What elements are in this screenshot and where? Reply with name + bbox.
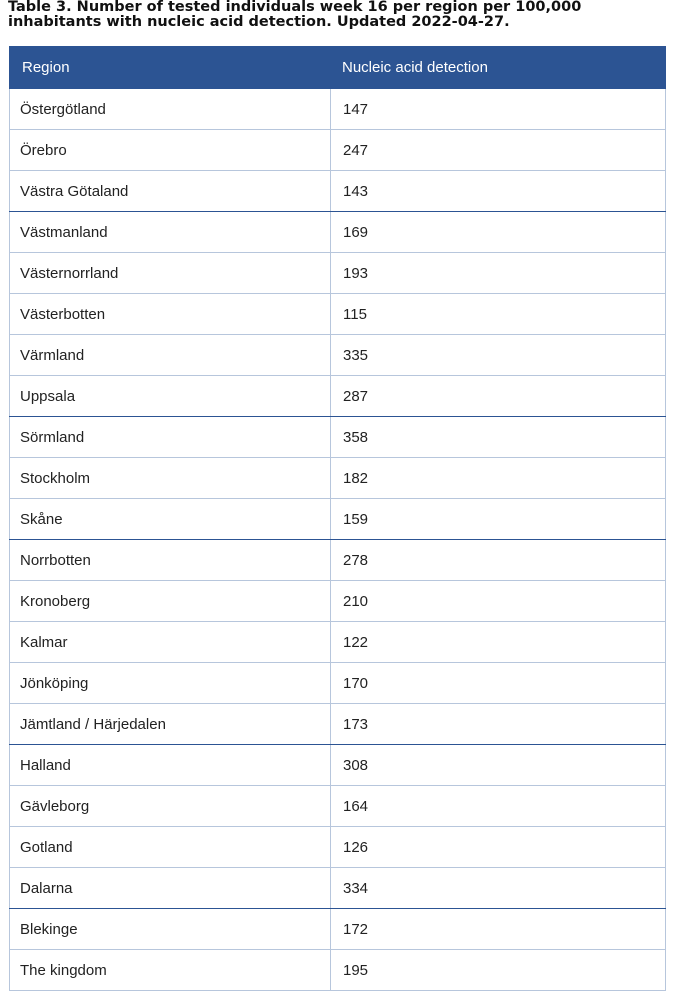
data-table (9, 46, 666, 991)
region-cell: Halland (10, 745, 331, 786)
nucleic-acid-detection-cell: 170 (331, 663, 666, 704)
nucleic-acid-detection-cell: 308 (331, 745, 666, 786)
nucleic-acid-detection-cell: 143 (331, 171, 666, 212)
region-cell: Kronoberg (10, 581, 331, 622)
table-row (10, 376, 666, 417)
table-row (10, 704, 666, 745)
table-header-row (10, 47, 666, 89)
region-cell: Västra Götaland (10, 171, 331, 212)
nucleic-acid-detection-cell: 169 (331, 212, 666, 253)
region-cell: Västernorrland (10, 253, 331, 294)
table-row (10, 581, 666, 622)
nucleic-acid-detection-cell: 182 (331, 458, 666, 499)
region-cell: Skåne (10, 499, 331, 540)
region-cell: Norrbotten (10, 540, 331, 581)
region-cell: Gävleborg (10, 786, 331, 827)
nucleic-acid-detection-cell: 173 (331, 704, 666, 745)
table-row (10, 786, 666, 827)
region-cell: The kingdom (10, 950, 331, 991)
table-row (10, 622, 666, 663)
table-title: Table 3. Number of tested individuals week 16 per region per 100,000 inhabitants with nucleic acid detection. Updated 2022-04-27. (8, 0, 582, 30)
region-cell: Västerbotten (10, 294, 331, 335)
nucleic-acid-detection-cell: 159 (331, 499, 666, 540)
table-row (10, 130, 666, 171)
region-cell: Gotland (10, 827, 331, 868)
table-row (10, 663, 666, 704)
nucleic-acid-detection-cell: 164 (331, 786, 666, 827)
region-cell: Jönköping (10, 663, 331, 704)
nucleic-acid-detection-cell: 335 (331, 335, 666, 376)
nucleic-acid-detection-cell: 334 (331, 868, 666, 909)
table-row (10, 950, 666, 991)
table-body (10, 89, 666, 991)
column-header-region: Region (10, 47, 331, 89)
region-cell: Örebro (10, 130, 331, 171)
table-row (10, 540, 666, 581)
table-row (10, 171, 666, 212)
table-row (10, 335, 666, 376)
nucleic-acid-detection-cell: 287 (331, 376, 666, 417)
nucleic-acid-detection-cell: 210 (331, 581, 666, 622)
nucleic-acid-detection-cell: 122 (331, 622, 666, 663)
region-cell: Blekinge (10, 909, 331, 950)
region-cell: Kalmar (10, 622, 331, 663)
nucleic-acid-detection-cell: 278 (331, 540, 666, 581)
nucleic-acid-detection-cell: 115 (331, 294, 666, 335)
region-cell: Dalarna (10, 868, 331, 909)
table-row (10, 827, 666, 868)
region-cell: Jämtland / Härjedalen (10, 704, 331, 745)
table-row (10, 212, 666, 253)
nucleic-acid-detection-cell: 358 (331, 417, 666, 458)
table-row (10, 499, 666, 540)
table-row (10, 253, 666, 294)
table-row (10, 868, 666, 909)
data-table-wrapper (9, 46, 665, 991)
table-row (10, 458, 666, 499)
nucleic-acid-detection-cell: 126 (331, 827, 666, 868)
nucleic-acid-detection-cell: 195 (331, 950, 666, 991)
region-cell: Stockholm (10, 458, 331, 499)
nucleic-acid-detection-cell: 147 (331, 89, 666, 130)
region-cell: Uppsala (10, 376, 331, 417)
region-cell: Sörmland (10, 417, 331, 458)
nucleic-acid-detection-cell: 247 (331, 130, 666, 171)
nucleic-acid-detection-cell: 172 (331, 909, 666, 950)
table-row (10, 745, 666, 786)
table-row (10, 909, 666, 950)
table-row (10, 89, 666, 130)
region-cell: Östergötland (10, 89, 331, 130)
table-row (10, 294, 666, 335)
table-row (10, 417, 666, 458)
region-cell: Västmanland (10, 212, 331, 253)
nucleic-acid-detection-cell: 193 (331, 253, 666, 294)
column-header-nucleic-acid-detection: Nucleic acid detection (331, 47, 666, 89)
region-cell: Värmland (10, 335, 331, 376)
